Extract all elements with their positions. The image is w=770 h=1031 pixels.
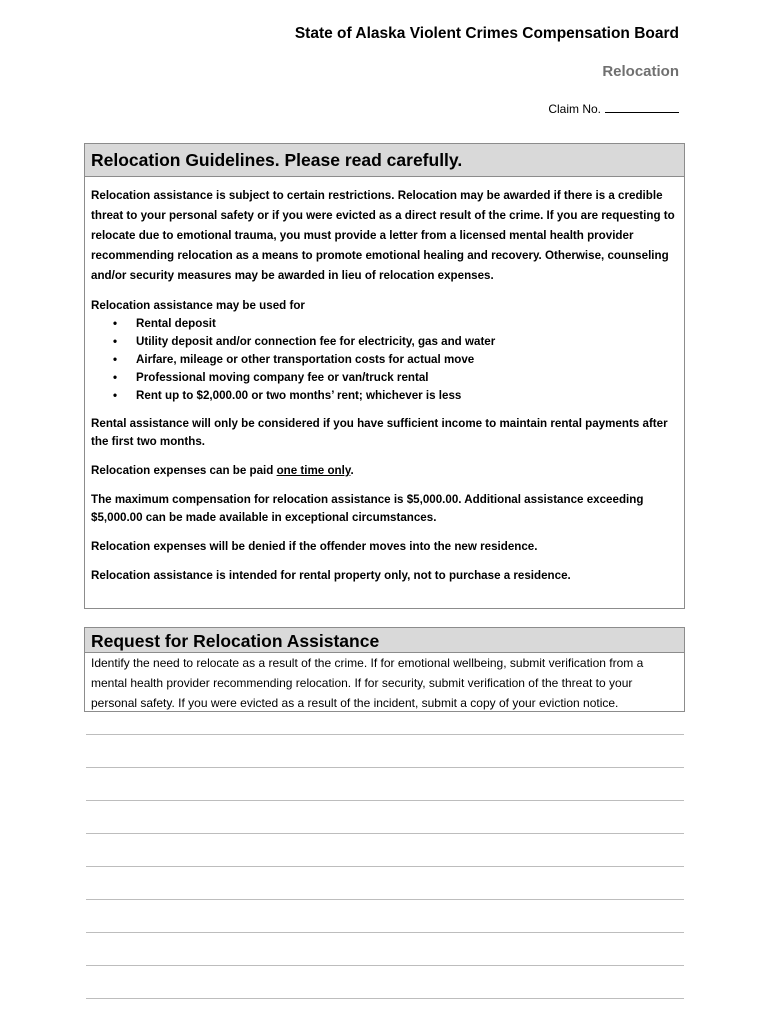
one-time-prefix: Relocation expenses can be paid [91,464,277,477]
org-title: State of Alaska Violent Crimes Compensation Board [294,25,679,42]
offender-note: Relocation expenses will be denied if the offender moves into the new residence. [91,540,538,553]
answer-line[interactable] [86,800,684,801]
one-time-underlined: one time only [276,464,351,477]
answer-line[interactable] [86,734,684,735]
list-item: • Rent up to $2,000.00 or two months’ rent; whichever is less [136,387,678,405]
request-instructions: Identify the need to relocate as a result of the crime. If for emotional wellbeing, submit verification from a mental health provider recommending relocation. If for security, submit verification of the threat to your personal safety. If you were evicted as a result of the incident, submit a copy of your eviction notice. [91,656,644,710]
document-type: Relocation [602,63,679,80]
list-item: • Rental deposit [136,315,678,333]
answer-lines[interactable] [86,734,684,1031]
uses-list [91,315,678,405]
rental-only-note: Relocation assistance is intended for rental property only, not to purchase a residence. [91,569,571,582]
answer-line[interactable] [86,866,684,867]
guidelines-section [84,143,685,609]
claim-number-field[interactable] [605,101,679,113]
answer-line[interactable] [86,833,684,834]
answer-line[interactable] [86,767,684,768]
answer-line[interactable] [86,965,684,966]
request-section [84,627,685,712]
rental-note: Rental assistance will only be considered if you have sufficient income to maintain rental payments after the first two months. [91,417,668,448]
one-time-note [91,462,678,480]
answer-line[interactable] [86,899,684,900]
list-item: • Professional moving company fee or van/truck rental [136,369,678,387]
request-heading: Request for Relocation Assistance [85,628,684,653]
guidelines-heading: Relocation Guidelines. Please read carefully. [85,144,684,177]
claim-number [548,101,679,116]
one-time-suffix: . [350,464,354,477]
uses-list-title: Relocation assistance may be used for [91,299,305,312]
list-item: • Utility deposit and/or connection fee for electricity, gas and water [136,333,678,351]
answer-line[interactable] [86,932,684,933]
guidelines-intro: Relocation assistance is subject to certain restrictions. Relocation may be awarded if there is a credible threat to your personal safety or if you were evicted as a direct result of the crime. If you are requesting to relocate due to emotional trauma, you must provide a letter from a licensed mental health provider recommending relocation as a means to promote emotional healing and recovery. Otherwise, counseling and/or security measures may be awarded in lieu of relocation expenses. [91,189,675,282]
claim-label: Claim No. [548,102,601,116]
list-item: • Airfare, mileage or other transportation costs for actual move [136,351,678,369]
answer-line[interactable] [86,998,684,999]
max-compensation-note: The maximum compensation for relocation assistance is $5,000.00. Additional assistance exceeding $5,000.00 can be made available in exceptional circumstances. [91,493,644,524]
